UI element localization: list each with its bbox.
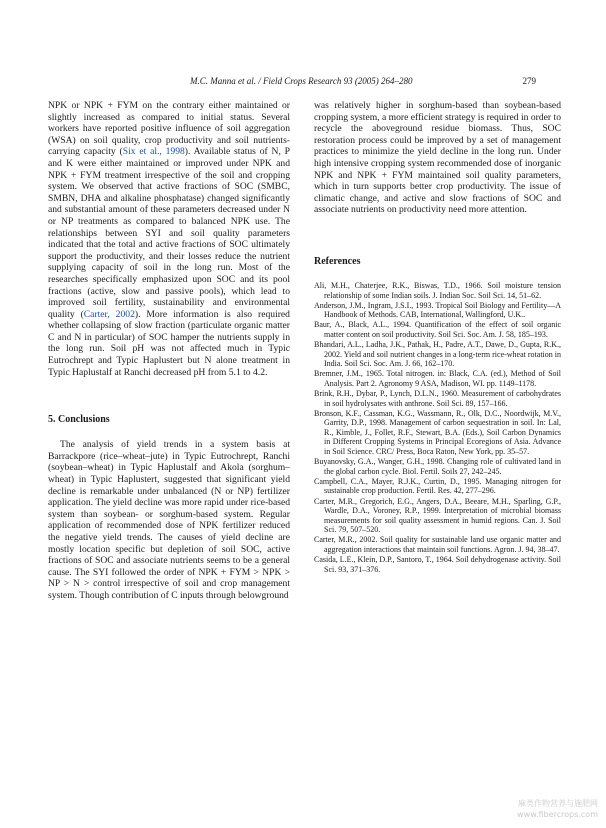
reference-item: Buyanovsky, G.A., Wanger, G.H., 1998. Changing role of cultivated land in the global carbon cycle. Biol. Fertil. Soils 27, 242–245.: [314, 457, 561, 476]
reference-item: Campbell, C.A., Mayer, R.J.K., Curtin, D., 1995. Managing nitrogen for sustainable crop production. Fertil. Res. 42, 277–296.: [314, 476, 561, 496]
reference-item: Bronson, K.F., Cassman, K.G., Wassmann, R., Olk, D.C., Noordwijk, M.V., Garrity, D.P., 1998. Management of carbon sequestration in soil. In: Lal, R., Kimble, J., Follet, R.F., Stewart, B.A. (Eds.), Soil Carbon Dynamics in Different Cropping Systems in Principal Ecoregions of Asia. Advance in Soil Science. CRC/ Press, Boca Raton, New York, pp. 35–57.: [314, 408, 561, 457]
running-header: [50, 76, 556, 90]
page-number: 279: [522, 76, 536, 86]
discussion-paragraph: [48, 100, 290, 378]
reference-item: Ali, M.H., Chaterjee, R.K., Biswas, T.D., 1966. Soil moisture tension relationship of some Indian soils. J. Indian Soc. Soil Sci. 14, 51–62.: [314, 280, 561, 300]
paragraph-text: NPK or NPK + FYM on the contrary either maintained or slightly increased as compared to initial status. Several workers have reported positive influence of soil aggregation (WSA) on soil quality, crop productivity and soil nutrients-carrying capacity (: [48, 100, 290, 158]
watermark-url: www.fibercrops.com: [517, 810, 598, 819]
reference-list: [314, 281, 561, 574]
reference-item: Baur, A., Black, A.L., 1994. Quantification of the effect of soil organic matter content on soil productivity. Soil Sci. Soc. Am. J. 58, 185–193.: [314, 320, 561, 339]
reference-item: Bremner, J.M., 1965. Total nitrogen. in: Black, C.A. (ed.), Method of Soil Analysis. Part 2. Agronomy 9 ASA, Madison, WI. pp. 1149–1178.: [314, 369, 561, 388]
citation-link-carter-2002[interactable]: Carter, 2002: [83, 308, 135, 320]
reference-item: Bhandari, A.L., Ladha, J.K., Pathak, H., Padre, A.T., Dawe, D., Gupta, R.K., 2002. Yield and soil nutrient changes in a long-term rice-wheat rotation in India. Soil Sci. Soc. Am. J. 66, 162–170.: [314, 340, 561, 369]
reference-item: Anderson, J.M., Ingram, J.S.I., 1993. Tropical Soil Biology and Fertility—A Handbook of Methods. CAB, International, Wallingford, U.K..: [314, 300, 561, 320]
reference-item: Carter, M.R., Gregorich, E.G., Angers, D.A., Beeare, M.H., Sparling, G.P., Wardle, D.A., Voroney, R.P., 1999. Interpretation of microbial biomass measurements for soil quality assessment in humid regions. Can. J. Soil Sci. 79, 507–520.: [314, 496, 561, 535]
conclusions-continuation-paragraph: was relatively higher in sorghum-based than soybean-based cropping system, a more efficient strategy is required in order to recycle the aboveground residue biomass. Thus, SOC restoration process could be improved by a set of management practices to minimize the yield decline in the long run. Under high intensive cropping system recommended dose of inorganic NPK and NPK + FYM maintained soil quality parameters, which in turn supports better crop productivity. The issue of climatic change, and active and slow fractions of SOC and associate nutrients on productivity need more attention.: [314, 100, 561, 216]
citation-link-six-1998[interactable]: Six et al., 1998: [122, 146, 185, 158]
paragraph-text: ). More information is also required whether collapsing of slow fraction (particulate organic matter C and N in particular) of SOC hamper the nutrients supply in the long run. Soil pH was not affected much in Typic Eutrochrept and Typic Haplustert but N alone treatment in Typic Haplustalf at Ranchi decreased pH from 5.1 to 4.2.: [48, 308, 290, 378]
right-column: [314, 100, 561, 575]
reference-item: Casida, L.E., Klein, D.P., Santoro, T., 1964. Soil dehydrogenase activity. Soil Sci. 93, 371–376.: [314, 555, 561, 574]
conclusions-paragraph: The analysis of yield trends in a system basis at Barrackpore (rice–wheat–jute) in Typic Eutrochrept, Ranchi (soybean–wheat) in Typic Haplustalf and Akola (sorghum–wheat) in Typic Haplustert, suggested that significant yield decline is remarkable under unbalanced (N or NP) fertilizer application. The yield decline was more rapid under rice-based system than soybean- or sorghum-based system. Regular application of recommended dose of NPK fertilizer reduced the negative yield trends. The causes of yield decline are mostly location specific but depletion of soil SOC, active fractions of SOC and associate nutrients seems to be a general cause. The SYI followed the order of NPK + FYM > NPK > NP > N > control irrespective of soil and crop management system. Though contribution of C inputs through belowground: [48, 439, 290, 601]
section-heading-conclusions: 5. Conclusions: [48, 414, 110, 426]
references-heading: References: [314, 255, 361, 267]
reference-item: Brink, R.H., Dybar, P., Lynch, D.L.N., 1960. Measurement of carbohydrates in soil hydrolysates with anthrone. Soil Sci. 89, 157–166.: [314, 388, 561, 408]
site-watermark: [517, 798, 598, 820]
left-column: [48, 100, 290, 602]
paragraph-text: ). Available status of N, P and K were either maintained or improved under NPK and NPK + FYM treatment irrespective of the soil and cropping system. We observed that active fractions of SOC (SMBC, SMBN, DHA and alkaline phosphatase) changed significantly and substantial amount of these parameters decreased under N or NP treatments as compared to balanced NPK use. The relationships between SYI and soil quality parameters indicated that the total and active fractions of SOC ultimately support the productivity, and their losses reduce the nutrient supplying capacity of soil in the long run. Most of the researches specifically emphasized upon SOC and its pool fractions (active, slow and passive pools), which lead to improved soil fertility, sustainability and environmental quality (: [48, 146, 290, 320]
watermark-site-name: 麻类作物营养与施肥网: [518, 799, 598, 808]
reference-item: Carter, M.R., 2002. Soil quality for sustainable land use organic matter and aggregation interactions that maintain soil functions. Agron. J. 94, 38–47.: [314, 535, 561, 554]
running-title: M.C. Manna et al. / Field Crops Research 93 (2005) 264–280: [190, 76, 413, 86]
